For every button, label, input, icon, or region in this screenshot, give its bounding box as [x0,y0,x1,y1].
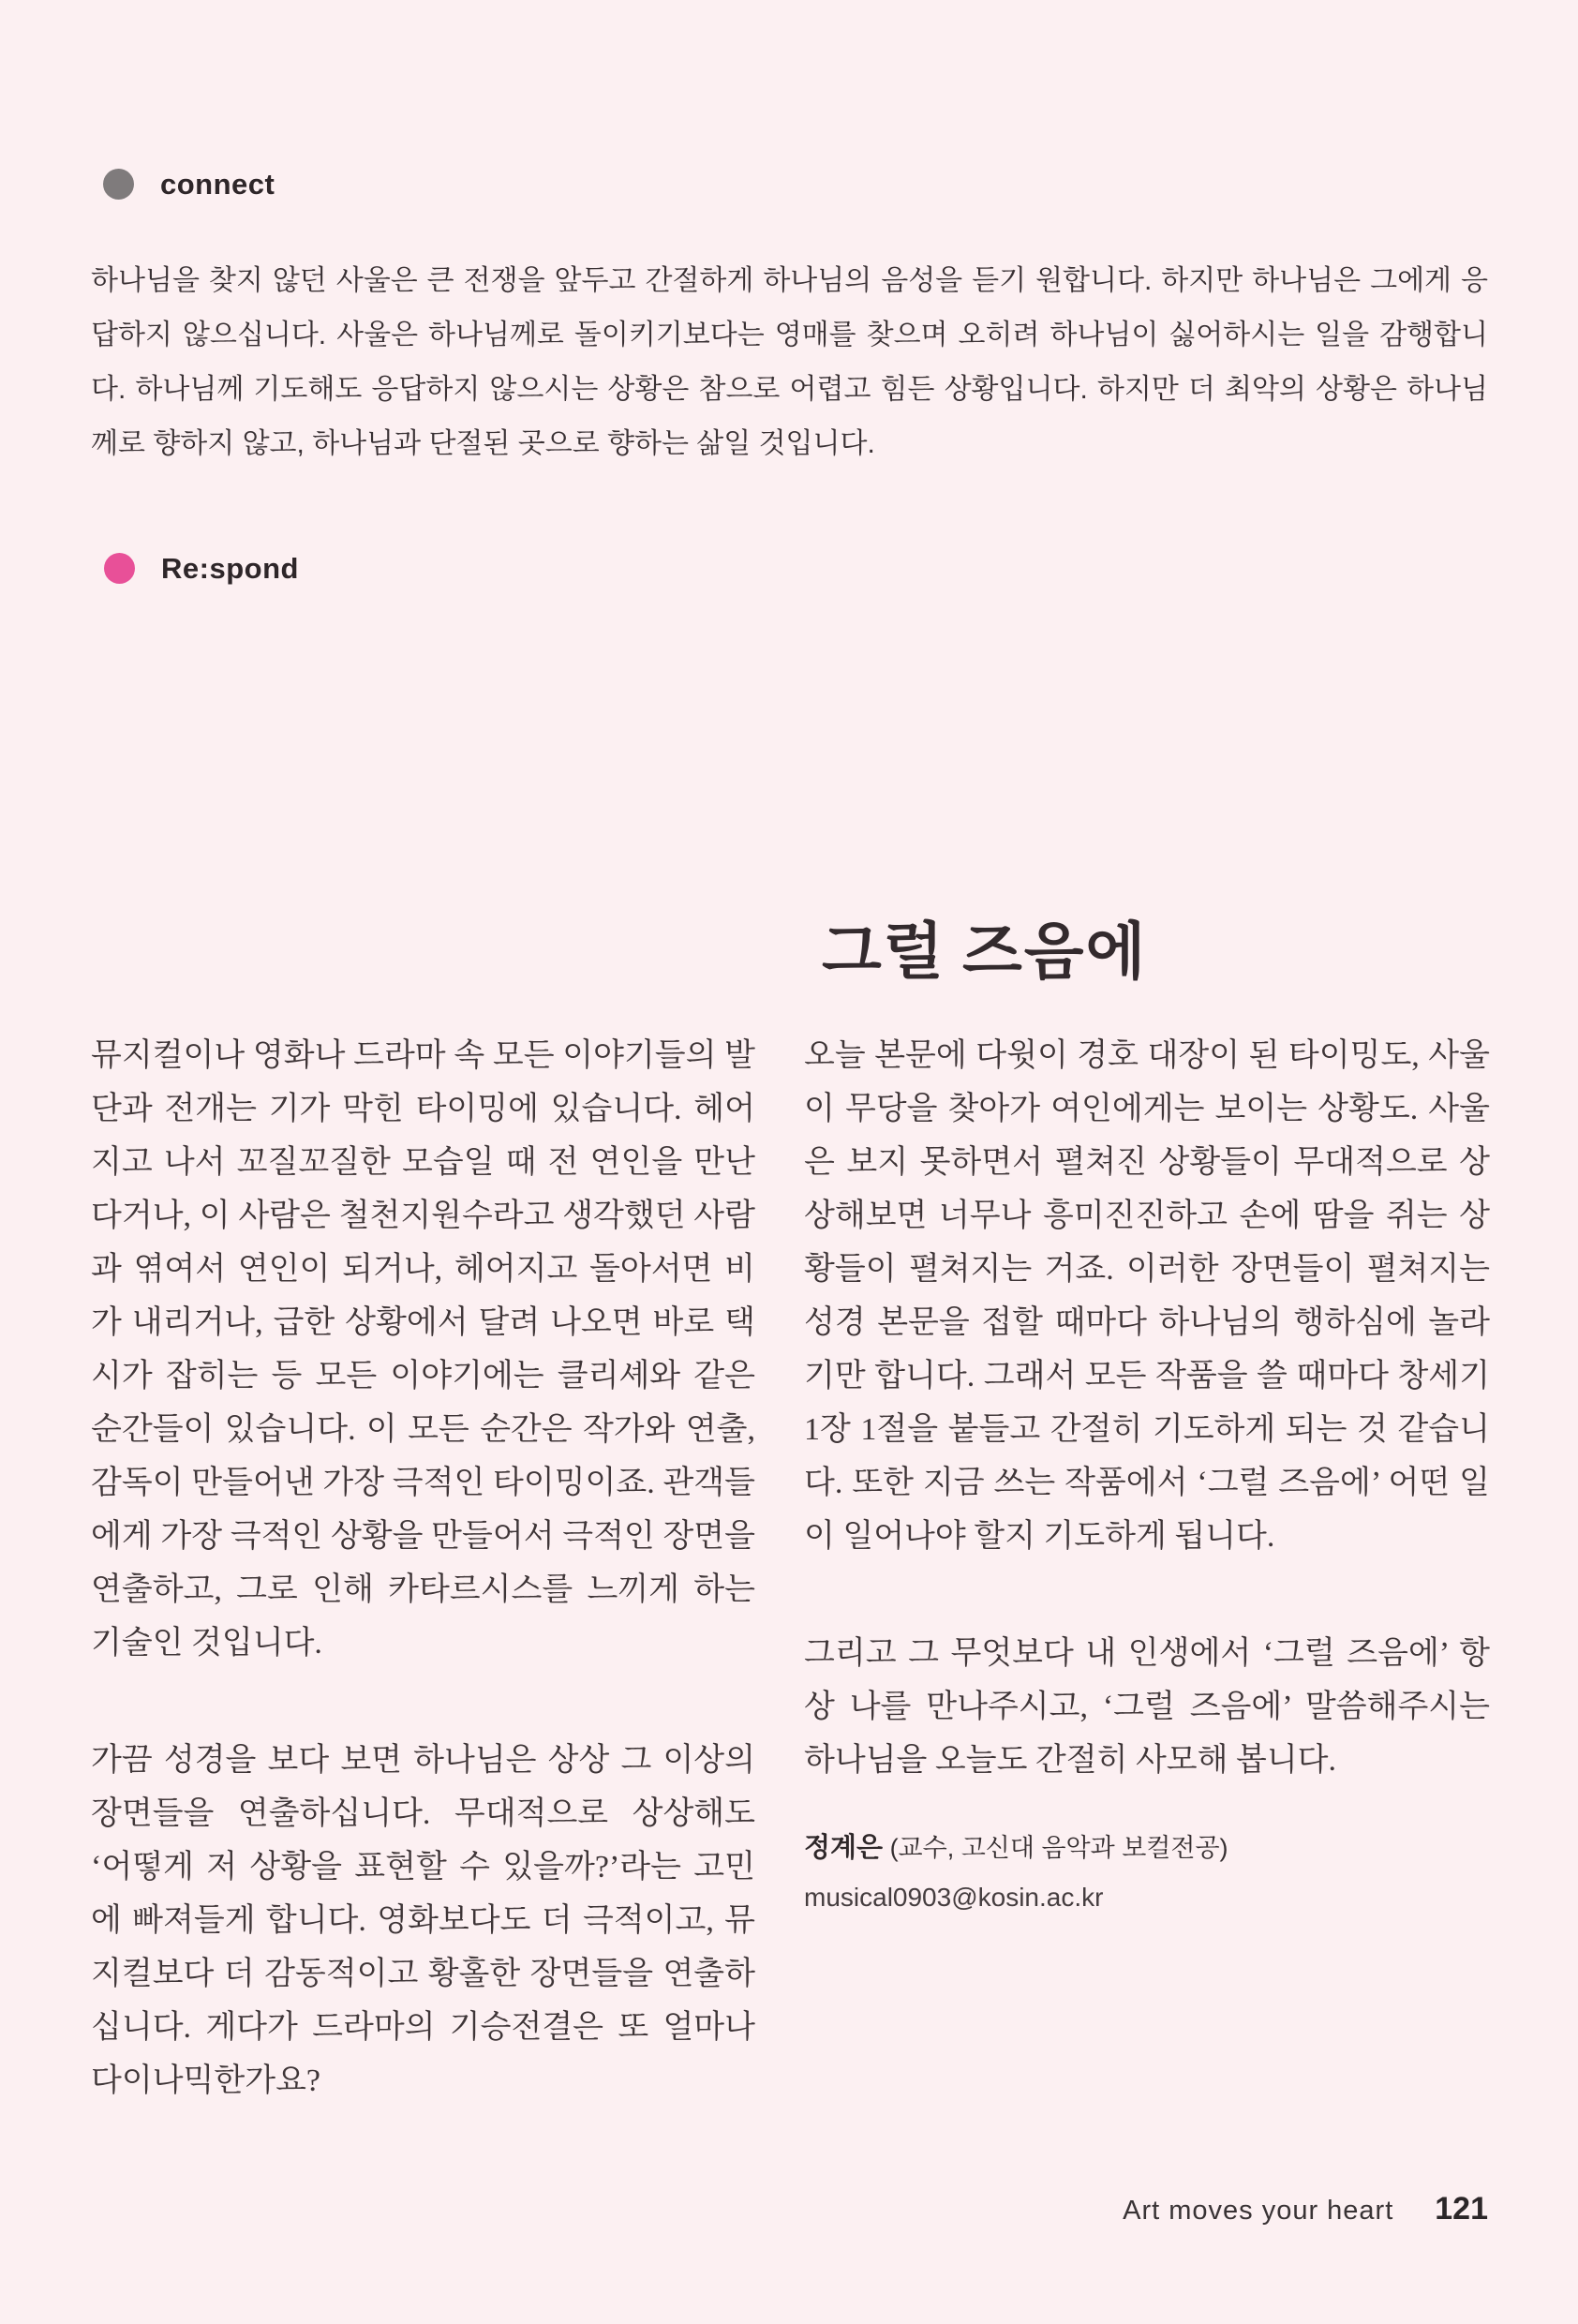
author-email: musical0903@kosin.ac.kr [804,1883,1104,1912]
author-line [804,1829,1490,1867]
article-body [91,1029,1490,2108]
article-title: 그럴 즈음에 [822,918,1148,988]
left-column [91,1029,755,2108]
connect-heading-label: connect [160,168,275,201]
author-credit [804,1829,1490,1914]
right-column [804,1029,1490,2108]
author-name: 정계은 [804,1833,884,1863]
connect-paragraph: 하나님을 찾지 않던 사울은 큰 전쟁을 앞두고 간절하게 하나님의 음성을 듣기 원합니다. 하지만 하나님은 그에게 응답하지 않으십니다. 사울은 하나님께로 돌이키기보다는 영매를 찾으며 오히려 하나님이 싫어하시는 일을 감행합니다. 하나님께 기도해도 응답하지 않으시는 상황은 참으로 어렵고 힘든 상황입니다. 하지만 더 최악의 상황은 하나님께로 향하지 않고, 하나님과 단절된 곳으로 향하는 삶일 것입니다. [91,265,1488,459]
right-column-paragraph-2: 그리고 그 무엇보다 내 인생에서 ‘그럴 즈음에’ 항상 나를 만나주시고, ‘그럴 즈음에’ 말씀해주시는 하나님을 오늘도 간절히 사모해 봅니다. [804,1636,1490,1778]
left-column-paragraph-1: 뮤지컬이나 영화나 드라마 속 모든 이야기들의 발단과 전개는 기가 막힌 타이밍에 있습니다. 헤어지고 나서 꼬질꼬질한 모습일 때 전 연인을 만난다거나, 이 사람은 철천지원수라고 생각했던 사람과 엮여서 연인이 되거나, 헤어지고 돌아서면 비가 내리거나, 급한 상황에서 달려 나오면 바로 택시가 잡히는 등 모든 이야기에는 클리셰와 같은 순간들이 있습니다. 이 모든 순간은 작가와 연출, 감독이 만들어낸 가장 극적인 타이밍이죠. 관객들에게 가장 극적인 상황을 만들어서 극적인 장면을 연출하고, 그로 인해 카타르시스를 느끼게 하는 기술인 것입니다. [91,1038,755,1661]
page-number: 121 [1435,2191,1488,2227]
left-column-paragraph-2: 가끔 성경을 보다 보면 하나님은 상상 그 이상의 장면들을 연출하십니다. 무대적으로 상상해도 ‘어떻게 저 상황을 표현할 수 있을까?’라는 고민에 빠져들게 합니다. 영화보다도 더 극적이고, 뮤지컬보다 더 감동적이고 황홀한 장면들을 연출하십니다. 게다가 드라마의 기승전결은 또 얼마나 다이나믹한가요? [91,1743,755,2098]
pink-bullet-icon [104,553,135,584]
gray-bullet-icon [103,169,134,200]
connect-section-heading [103,169,275,200]
footer-slogan: Art moves your heart [1123,2196,1394,2226]
author-affiliation: (교수, 고신대 음악과 보컬전공) [889,1834,1228,1862]
respond-heading-label: Re:spond [161,552,299,585]
respond-section-heading [104,553,299,584]
page-footer [1123,2191,1488,2227]
right-column-paragraph-1: 오늘 본문에 다윗이 경호 대장이 된 타이밍도, 사울이 무당을 찾아가 여인에게는 보이는 상황도. 사울은 보지 못하면서 펼쳐진 상황들이 무대적으로 상상해보면 너무나 흥미진진하고 손에 땀을 쥐는 상황들이 펼쳐지는 거죠. 이러한 장면들이 펼쳐지는 성경 본문을 접할 때마다 하나님의 행하심에 놀라기만 합니다. 그래서 모든 작품을 쓸 때마다 창세기 1장 1절을 붙들고 간절히 기도하게 되는 것 같습니다. 또한 지금 쓰는 작품에서 ‘그럴 즈음에’ 어떤 일이 일어나야 할지 기도하게 됩니다. [804,1038,1490,1554]
